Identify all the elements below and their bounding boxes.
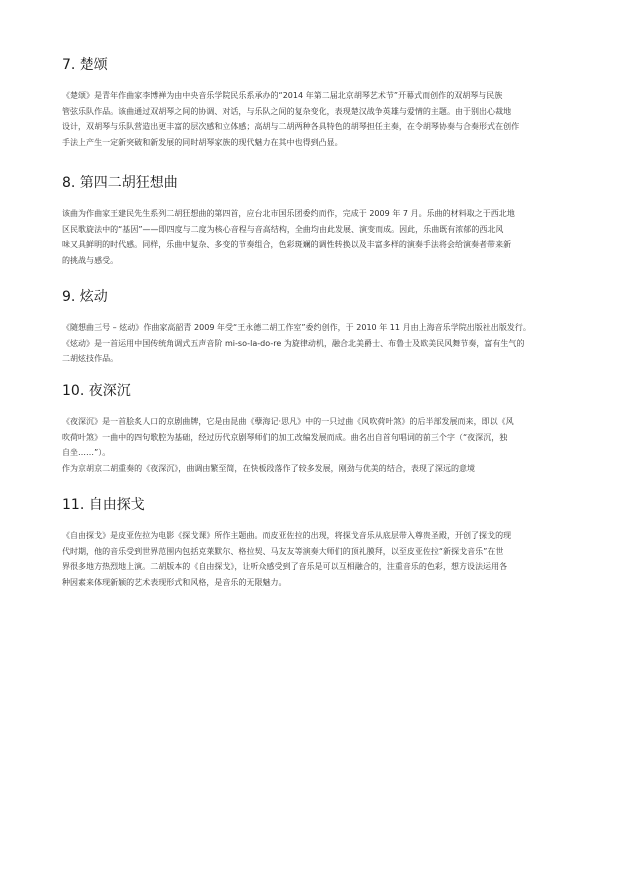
section-paragraph bbox=[62, 528, 511, 590]
paragraph-line: 区民歌旋法中的“基因”——即四度与二度为核心音程与音高结构，全曲均由此发展、演变而成。因此，乐曲既有浓郁的西北风 bbox=[62, 224, 504, 234]
section-paragraph bbox=[62, 414, 514, 476]
section-title: 9. 炫动 bbox=[62, 289, 108, 305]
paragraph-line: 设计，双胡琴与乐队营造出更丰富的层次感和立体感；高胡与二胡两种各具特色的胡琴担任主奏，在令胡琴协奏与合奏形式在创作 bbox=[62, 122, 520, 131]
paragraph-line: 二胡炫技作品。 bbox=[62, 354, 119, 363]
paragraph-line: 种因素来体现新颖的艺术表现形式和风格，是音乐的无限魅力。 bbox=[62, 577, 287, 587]
section-erhu-rhapsody-4 bbox=[62, 174, 515, 268]
section-xuan-dong bbox=[62, 288, 531, 367]
paragraph-line: 《自由探戈》是皮亚佐拉为电影《探戈课》所作主题曲。而皮亚佐拉的出现，将探戈音乐从底层带入尊贵圣殿，开创了探戈的现 bbox=[62, 531, 512, 540]
section-libertango bbox=[62, 496, 511, 590]
section-title: 7. 楚颂 bbox=[62, 57, 108, 73]
paragraph-line: 该曲为作曲家王建民先生系列二胡狂想曲的第四首，应台北市国乐团委约而作，完成于 2009 年 7 月。乐曲的材料取之于西北地 bbox=[62, 209, 515, 218]
paragraph-line: 《楚颂》是青年作曲家李博禅为由中央音乐学院民乐系承办的“2014 年第二届北京胡琴艺术节”开幕式而创作的双胡琴与民族 bbox=[62, 91, 503, 100]
section-title: 11. 自由探戈 bbox=[62, 497, 145, 513]
paragraph-line: 《夜深沉》是一首脍炙人口的京剧曲牌，它是由昆曲《孽海记·思凡》中的一只过曲《风吹荷叶煞》的后半部发展而来，即以《风 bbox=[62, 417, 514, 426]
paragraph-line: 代时期，他的音乐受到世界范围内包括克莱默尔、格拉契、马友友等演奏大师们的顶礼膜拜，以至皮亚佐拉“新探戈音乐”在世 bbox=[62, 546, 504, 556]
paragraph-line: 自坐……”）。 bbox=[62, 448, 111, 457]
paragraph-line: 吹荷叶煞》一曲中的四句歌腔为基础，经过历代京剧琴师们的加工改编发展而成。曲名出自首句唱词的前三个字（“夜深沉，独 bbox=[62, 432, 508, 442]
section-title: 10. 夜深沉 bbox=[62, 383, 131, 399]
paragraph-line: 的挑战与感受。 bbox=[62, 255, 119, 265]
paragraph-line: 《炫动》是一首运用中国传统角调式五声音阶 mi-so-la-do-re 为旋律动机，融合北美爵士、布鲁士及欧美民风舞节奏，富有生气的 bbox=[62, 338, 525, 348]
section-ye-shen-chen bbox=[62, 382, 514, 476]
section-paragraph bbox=[62, 88, 519, 150]
paragraph-line: 《随想曲三号 – 炫动》作曲家高韶青 2009 年受“王永德二胡工作室”委约创作，于 2010 年 11 月由上海音乐学院出版社出版发行。 bbox=[62, 323, 531, 332]
paragraph-line: 管弦乐队作品。该曲通过双胡琴之间的协调、对话，与乐队之间的复杂变化，表现楚汉战争英雄与爱情的主题。由于别出心裁地 bbox=[62, 106, 512, 116]
section-paragraph bbox=[62, 206, 515, 268]
paragraph-line: 手法上产生一定新突破和新发展的同时胡琴家族的现代魅力在其中也得到凸显。 bbox=[62, 137, 343, 147]
paragraph-line: 界很多地方热烈地上演。二胡版本的《自由探戈》，让听众感受到了音乐是可以互相融合的，注重音乐的色彩，想方设法运用各 bbox=[62, 562, 508, 571]
section-title: 8. 第四二胡狂想曲 bbox=[62, 175, 178, 191]
section-paragraph bbox=[62, 320, 531, 367]
section-chu-song bbox=[62, 56, 519, 150]
paragraph-line: 作为京胡京二胡重奏的《夜深沉》，曲调由繁至简，在快板段落作了较多发展，刚劲与优美的结合，表现了深远的意境 bbox=[62, 463, 476, 473]
paragraph-line: 味又具鲜明的时代感。同样，乐曲中复杂、多变的节奏组合，色彩斑斓的调性转换以及丰富多样的演奏手法将会给演奏者带来新 bbox=[62, 240, 512, 249]
